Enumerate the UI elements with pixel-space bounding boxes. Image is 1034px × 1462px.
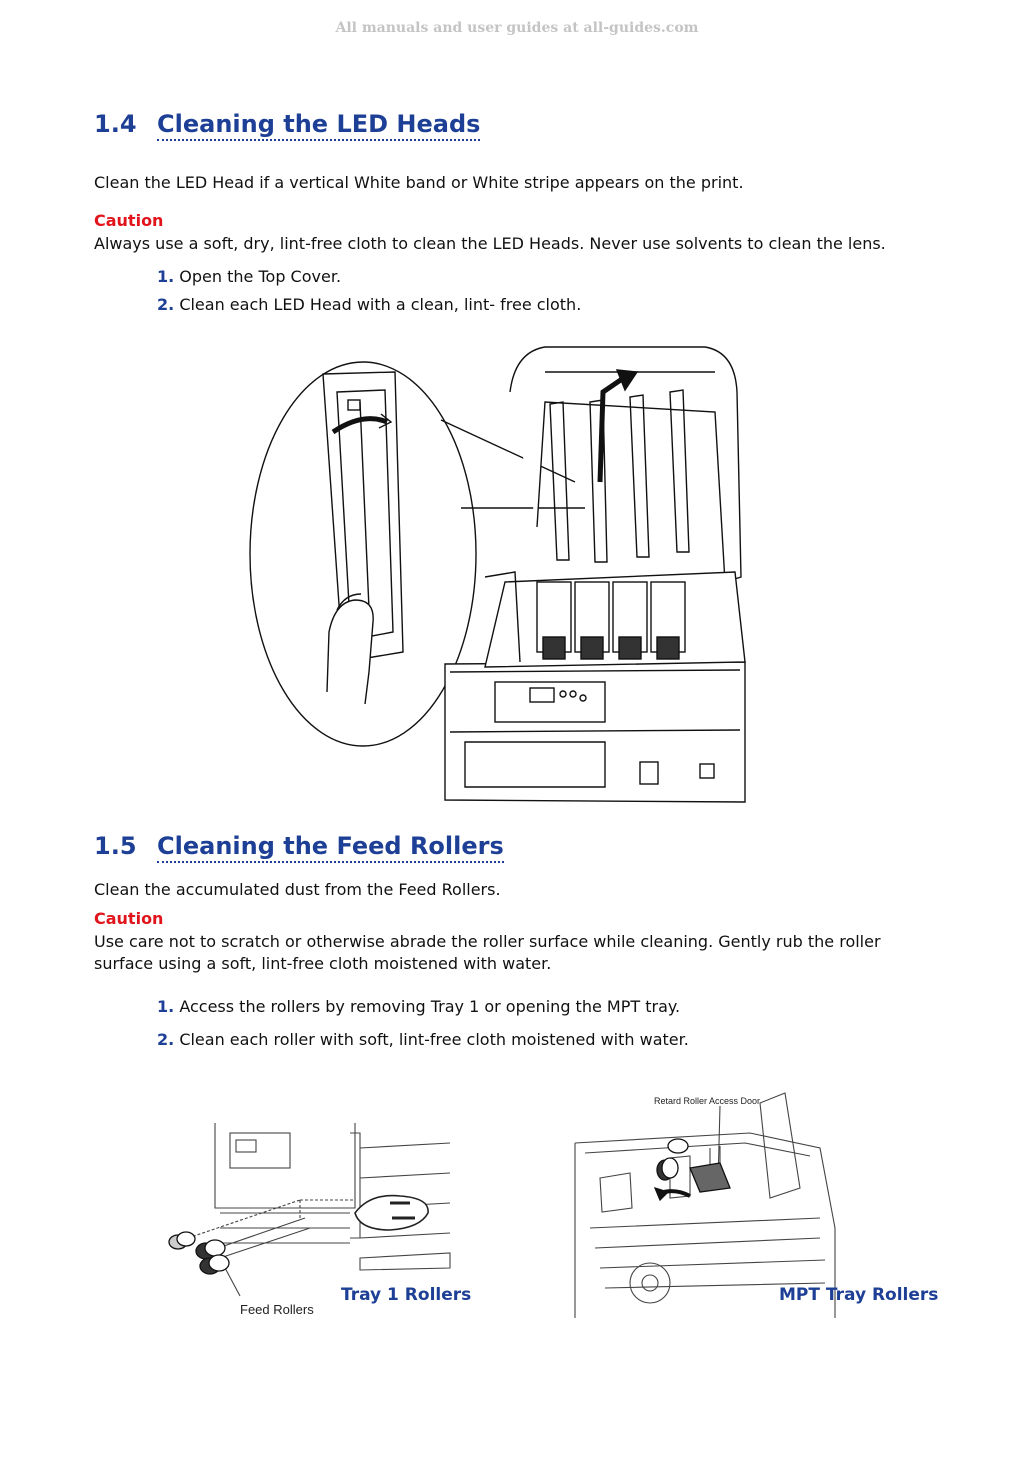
step-text: Clean each LED Head with a clean, lint- free cloth. xyxy=(179,295,582,314)
section-heading-1-5 xyxy=(94,832,504,860)
section-number: 1.5 xyxy=(94,832,137,860)
step-item xyxy=(157,1030,689,1049)
section-title-link[interactable]: Cleaning the LED Heads xyxy=(157,110,480,141)
section-number: 1.4 xyxy=(94,110,137,138)
caution-label: Caution xyxy=(94,211,164,230)
step-text: Open the Top Cover. xyxy=(174,267,342,286)
step-text: Access the rollers by removing Tray 1 or opening the MPT tray. xyxy=(179,997,681,1016)
caution-label: Caution xyxy=(94,909,164,928)
step-item xyxy=(157,295,581,314)
step-text: Clean each roller with soft, lint-free cloth moistened with water. xyxy=(179,1030,689,1049)
led-head-cleaning-illustration xyxy=(245,332,755,804)
caution-text: Use care not to scratch or otherwise abrade the roller surface while cleaning. Gently rub the roller surface using a soft, lint-free cloth moistened with water. xyxy=(94,932,881,973)
step-number: 1. xyxy=(157,997,175,1016)
caution-text: Always use a soft, dry, lint-free cloth to clean the LED Heads. Never use solvents to clean the lens. xyxy=(94,234,886,253)
tray1-rollers-caption: Tray 1 Rollers xyxy=(341,1285,472,1305)
mpt-tray-rollers-caption: MPT Tray Rollers xyxy=(779,1285,939,1305)
step-number: 1. xyxy=(157,267,175,286)
step-number: 2. xyxy=(157,295,175,314)
feed-rollers-callout: Feed Rollers xyxy=(240,1302,314,1317)
watermark: All manuals and user guides at all-guides.com xyxy=(335,20,699,36)
section-heading-1-4 xyxy=(94,110,480,138)
step-number: 2. xyxy=(157,1030,175,1049)
retard-roller-access-door-callout: Retard Roller Access Door xyxy=(654,1096,761,1106)
step-item xyxy=(157,267,341,286)
section-intro: Clean the accumulated dust from the Feed Rollers. xyxy=(94,880,501,899)
section-intro: Clean the LED Head if a vertical White band or White stripe appears on the print. xyxy=(94,173,744,192)
section-title-link[interactable]: Cleaning the Feed Rollers xyxy=(157,832,504,863)
step-item xyxy=(157,997,680,1016)
